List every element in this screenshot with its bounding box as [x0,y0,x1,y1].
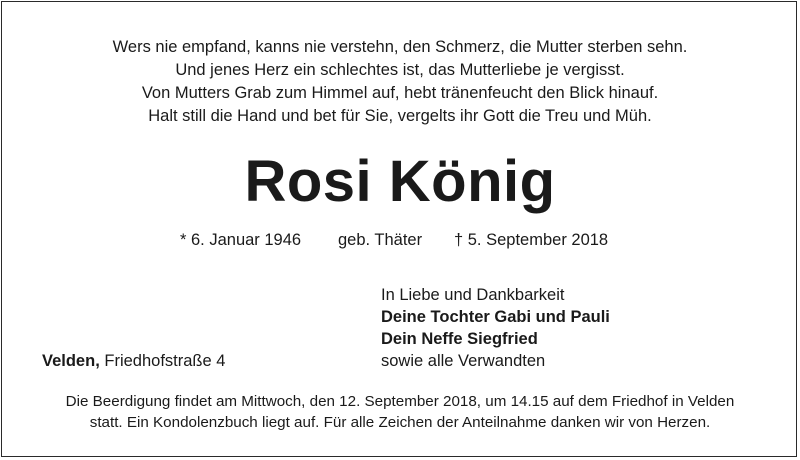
mourner-nephew: Dein Neffe Siegfried [381,330,538,348]
poem-line: Und jenes Herz ein schlechtes ist, das Mutterliebe je vergisst. [175,61,625,79]
address [42,350,225,372]
maiden-name: geb. Thäter [338,231,423,249]
poem-line: Halt still die Hand und bet für Sie, vergelts ihr Gott die Treu und Müh. [148,107,652,125]
death-date: † 5. September 2018 [454,231,609,249]
deceased-name: Rosi König [244,149,556,214]
funeral-notice [0,391,800,433]
poem-line: Wers nie empfand, kanns nie verstehn, den Schmerz, die Mutter sterben sehn. [112,38,688,56]
mourner-daughter: Deine Tochter Gabi und Pauli [381,308,610,326]
notice-line: Die Beerdigung findet am Mittwoch, den 12. September 2018, um 14.15 auf dem Friedhof in Velden [65,393,735,410]
poem-line: Von Mutters Grab zum Himmel auf, hebt tränenfeucht den Blick hinauf. [141,84,659,102]
birth-date: * 6. Januar 1946 [180,231,302,249]
mourners-intro: In Liebe und Dankbarkeit [381,286,565,304]
address-street: Friedhofstraße 4 [104,352,226,370]
notice-line: statt. Ein Kondolenzbuch liegt auf. Für alle Zeichen der Anteilnahme danken wir von Herzen. [89,414,711,431]
mourners-block [381,284,610,372]
address-town: Velden, [42,352,100,370]
memorial-poem [0,36,800,128]
mourner-relatives: sowie alle Verwandten [381,352,546,370]
